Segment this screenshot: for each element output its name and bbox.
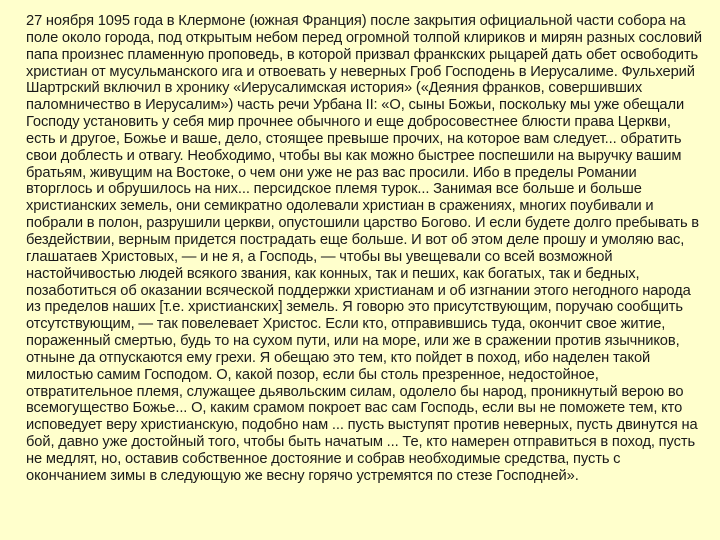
body-paragraph: 27 ноября 1095 года в Клермоне (южная Франция) после закрытия официальной части собора на поле около города, под открытым небом перед огромной толпой клириков и мирян разных сословий папа произнес пламенную проповедь, в которой призвал франкских рыцарей дать обет освободить христиан от мусульманского ига и отвоевать у неверных Гроб Господень в Иерусалиме. Фульхерий Шартрский включил в хронику «Иерусалимская история» («Деяния франков, совершивших паломничество в Иерусалим») часть речи Урбана II: «О, сыны Божьи, поскольку мы уже обещали Господу установить у себя мир прочнее обычного и еще добросовестнее блюсти права Церкви, есть и другое, Божье и ваше, дело, стоящее превыше прочих, на которое вам следует... обратить свои доблесть и отвагу. Необходимо, чтобы вы как можно быстрее поспешили на выручку вашим братьям, живущим на Востоке, о чем они уже не раз вас просили. Ибо в пределы Романии вторглось и обрушилось на них... персидское племя турок... Занимая все больше и больше христианских земель, они семикратно одолевали христиан в сражениях, многих поубивали и побрали в полон, разрушили церкви, опустошили царство Богово. И если будете долго пребывать в бездействии, верным придется пострадать еще больше. И вот об этом деле прошу и умоляю вас, глашатаев Христовых, — и не я, а Господь, — чтобы вы увещевали со всей возможной настойчивостью людей всякого звания, как конных, так и пеших, как богатых, так и бедных, позаботиться об оказании всяческой поддержки христианам и об изгнании этого негодного народа из пределов наших [т.е. христианских] земель. Я говорю это присутствующим, поручаю сообщить отсутствующим, — так повелевает Христос. Если кто, отправившись туда, окончит свое житие, пораженный смертью, будь то на сухом пути, или на море, или же в сражении против язычников, отныне да отпускаются ему грехи. Я обещаю это тем, кто пойдет в поход, ибо наделен такой милостью самим Господом. О, какой позор, если бы столь презренное, недостойное, отвратительное племя, служащее дьявольским силам, одолело бы народ, проникнутый верою во всемогущество Божье... О, каким срамом покроет вас сам Господь, если вы не поможете тем, кто исповедует веру христианскую, подобно нам ... пусть выступят против неверных, пусть двинутся на бой, давно уже достойный того, чтобы быть начатым ... Те, кто намерен отправиться в поход, пусть не медлят, но, оставив собственное достояние и собрав необходимые средства, пусть с окончанием зимы в следующую же весну горячо устремятся по стезе Господней». — [26, 13, 702, 484]
